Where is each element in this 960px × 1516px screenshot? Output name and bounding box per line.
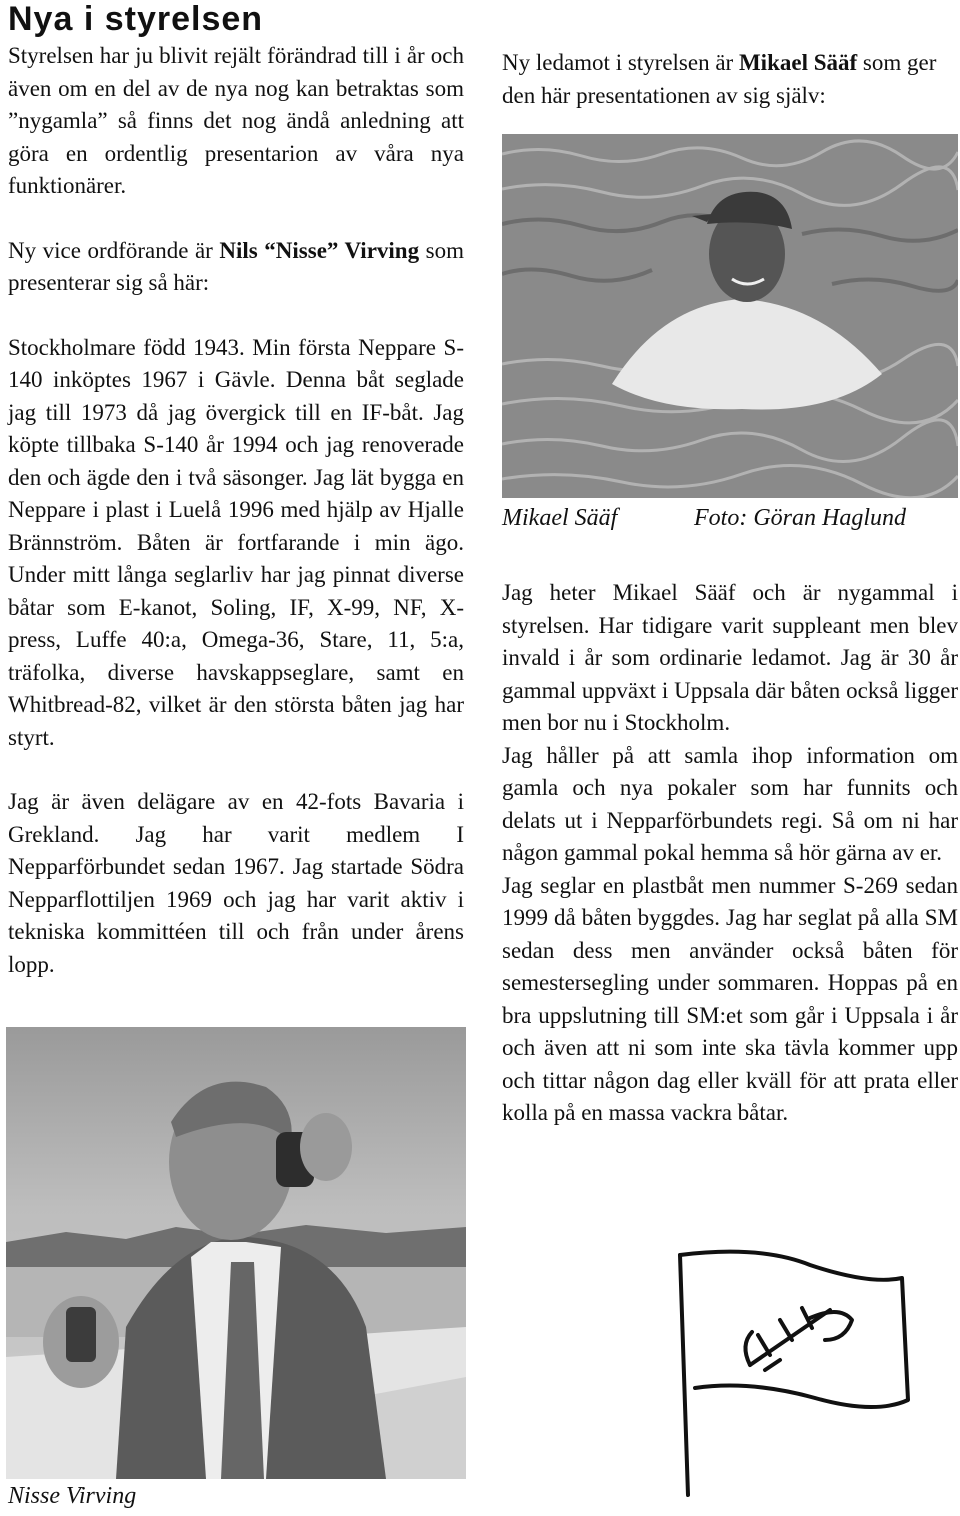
mikael-intro-pre: Ny ledamot i styrelsen är xyxy=(502,50,739,75)
mikael-photo-credit: Foto: Göran Haglund xyxy=(694,505,906,531)
neppare-flag-illustration xyxy=(640,1240,940,1500)
nils-photo-caption: Nisse Virving xyxy=(8,1483,137,1509)
mikael-bio-paragraph-3: Jag seglar en plastbåt men nummer S-269 sedan 1999 då båten byggdes. Jag har seglat på alla SM sedan dess men använder också båten för semestersegling under sommaren. Hoppas på en bra uppslutning till SM:et som går i Uppsala i år och även att ni som inte ska tävla kommer upp och tittar någon dag eller kväll för att prata eller kolla på en massa vackra båtar. xyxy=(502,872,958,1125)
right-column-body xyxy=(502,577,958,1130)
article-title: Nya i styrelsen xyxy=(8,0,264,38)
left-column xyxy=(8,40,464,981)
nils-intro-paragraph xyxy=(8,235,464,300)
mikael-bio-paragraph-2: Jag håller på att samla ihop information om gamla och nya pokaler som har funnits och delats ut i Nepparförbundets regi. Så om ni har någon gammal pokal hemma så hör gärna av er. xyxy=(502,742,958,865)
nils-bio-paragraph-1: Stockholmare född 1943. Min första Neppare S-140 inköptes 1967 i Gävle. Denna båt seglade jag till 1973 då jag övergick till en IF-båt. Jag köpte tillbaka S-140 år 1994 och jag renoverade den och ägde den i två säsonger. Jag lät bygga en Neppare i plast i Luelå 1996 med hjälp av Hjalle Brännström. Båten är fortfarande i min ägo. Under mitt långa seglarliv har jag pinnat diverse båtar som E-kanot, Soling, IF, X-99, NF, X-press, Luffe 40:a, Omega-36, Stare, 11, 5:a, träfolka, diverse havskappseglare, samt en Whitbread-82, vilket är den största båten jag har styrt. xyxy=(8,334,464,750)
mikael-name: Mikael Sääf xyxy=(738,50,858,75)
mikael-intro-paragraph xyxy=(502,47,958,112)
mikael-intro-post: som ger den här presentationen av sig själv: xyxy=(502,50,937,108)
mikael-saaf-photo xyxy=(502,134,958,498)
mikael-bio-paragraph-1: Jag heter Mikael Sääf och är nygammal i styrelsen. Har tidigare varit suppleant men blev invald i år som ordinarie ledamot. Jag är 30 år gammal uppväxt i Uppsala där båten också ligger men bor nu i Stockholm. xyxy=(502,580,958,735)
nils-virving-photo xyxy=(6,1027,466,1479)
mikael-photo-caption-name: Mikael Sääf xyxy=(502,505,618,531)
nils-intro-post: som presenterar sig så här: xyxy=(8,237,464,295)
nils-intro-pre: Ny vice ordförande är xyxy=(8,237,220,263)
nils-bio-paragraph-2: Jag är även delägare av en 42-fots Bavaria i Grekland. Jag har varit medlem I Nepparförbundet sedan 1967. Jag startade Södra Nepparflottiljen 1969 och jag har varit aktiv i tekniska kommittéen till och från under årens lopp. xyxy=(8,789,464,977)
intro-paragraph: Styrelsen har ju blivit rejält förändrad till i år och även om en del av de nya nog kan betraktas som ”nygamla” så finns det nog ändå anledning att göra en ordentlig presentarion av våra nya funktionärer. xyxy=(8,43,464,198)
nils-name: Nils “Nisse” Virving xyxy=(219,237,420,263)
